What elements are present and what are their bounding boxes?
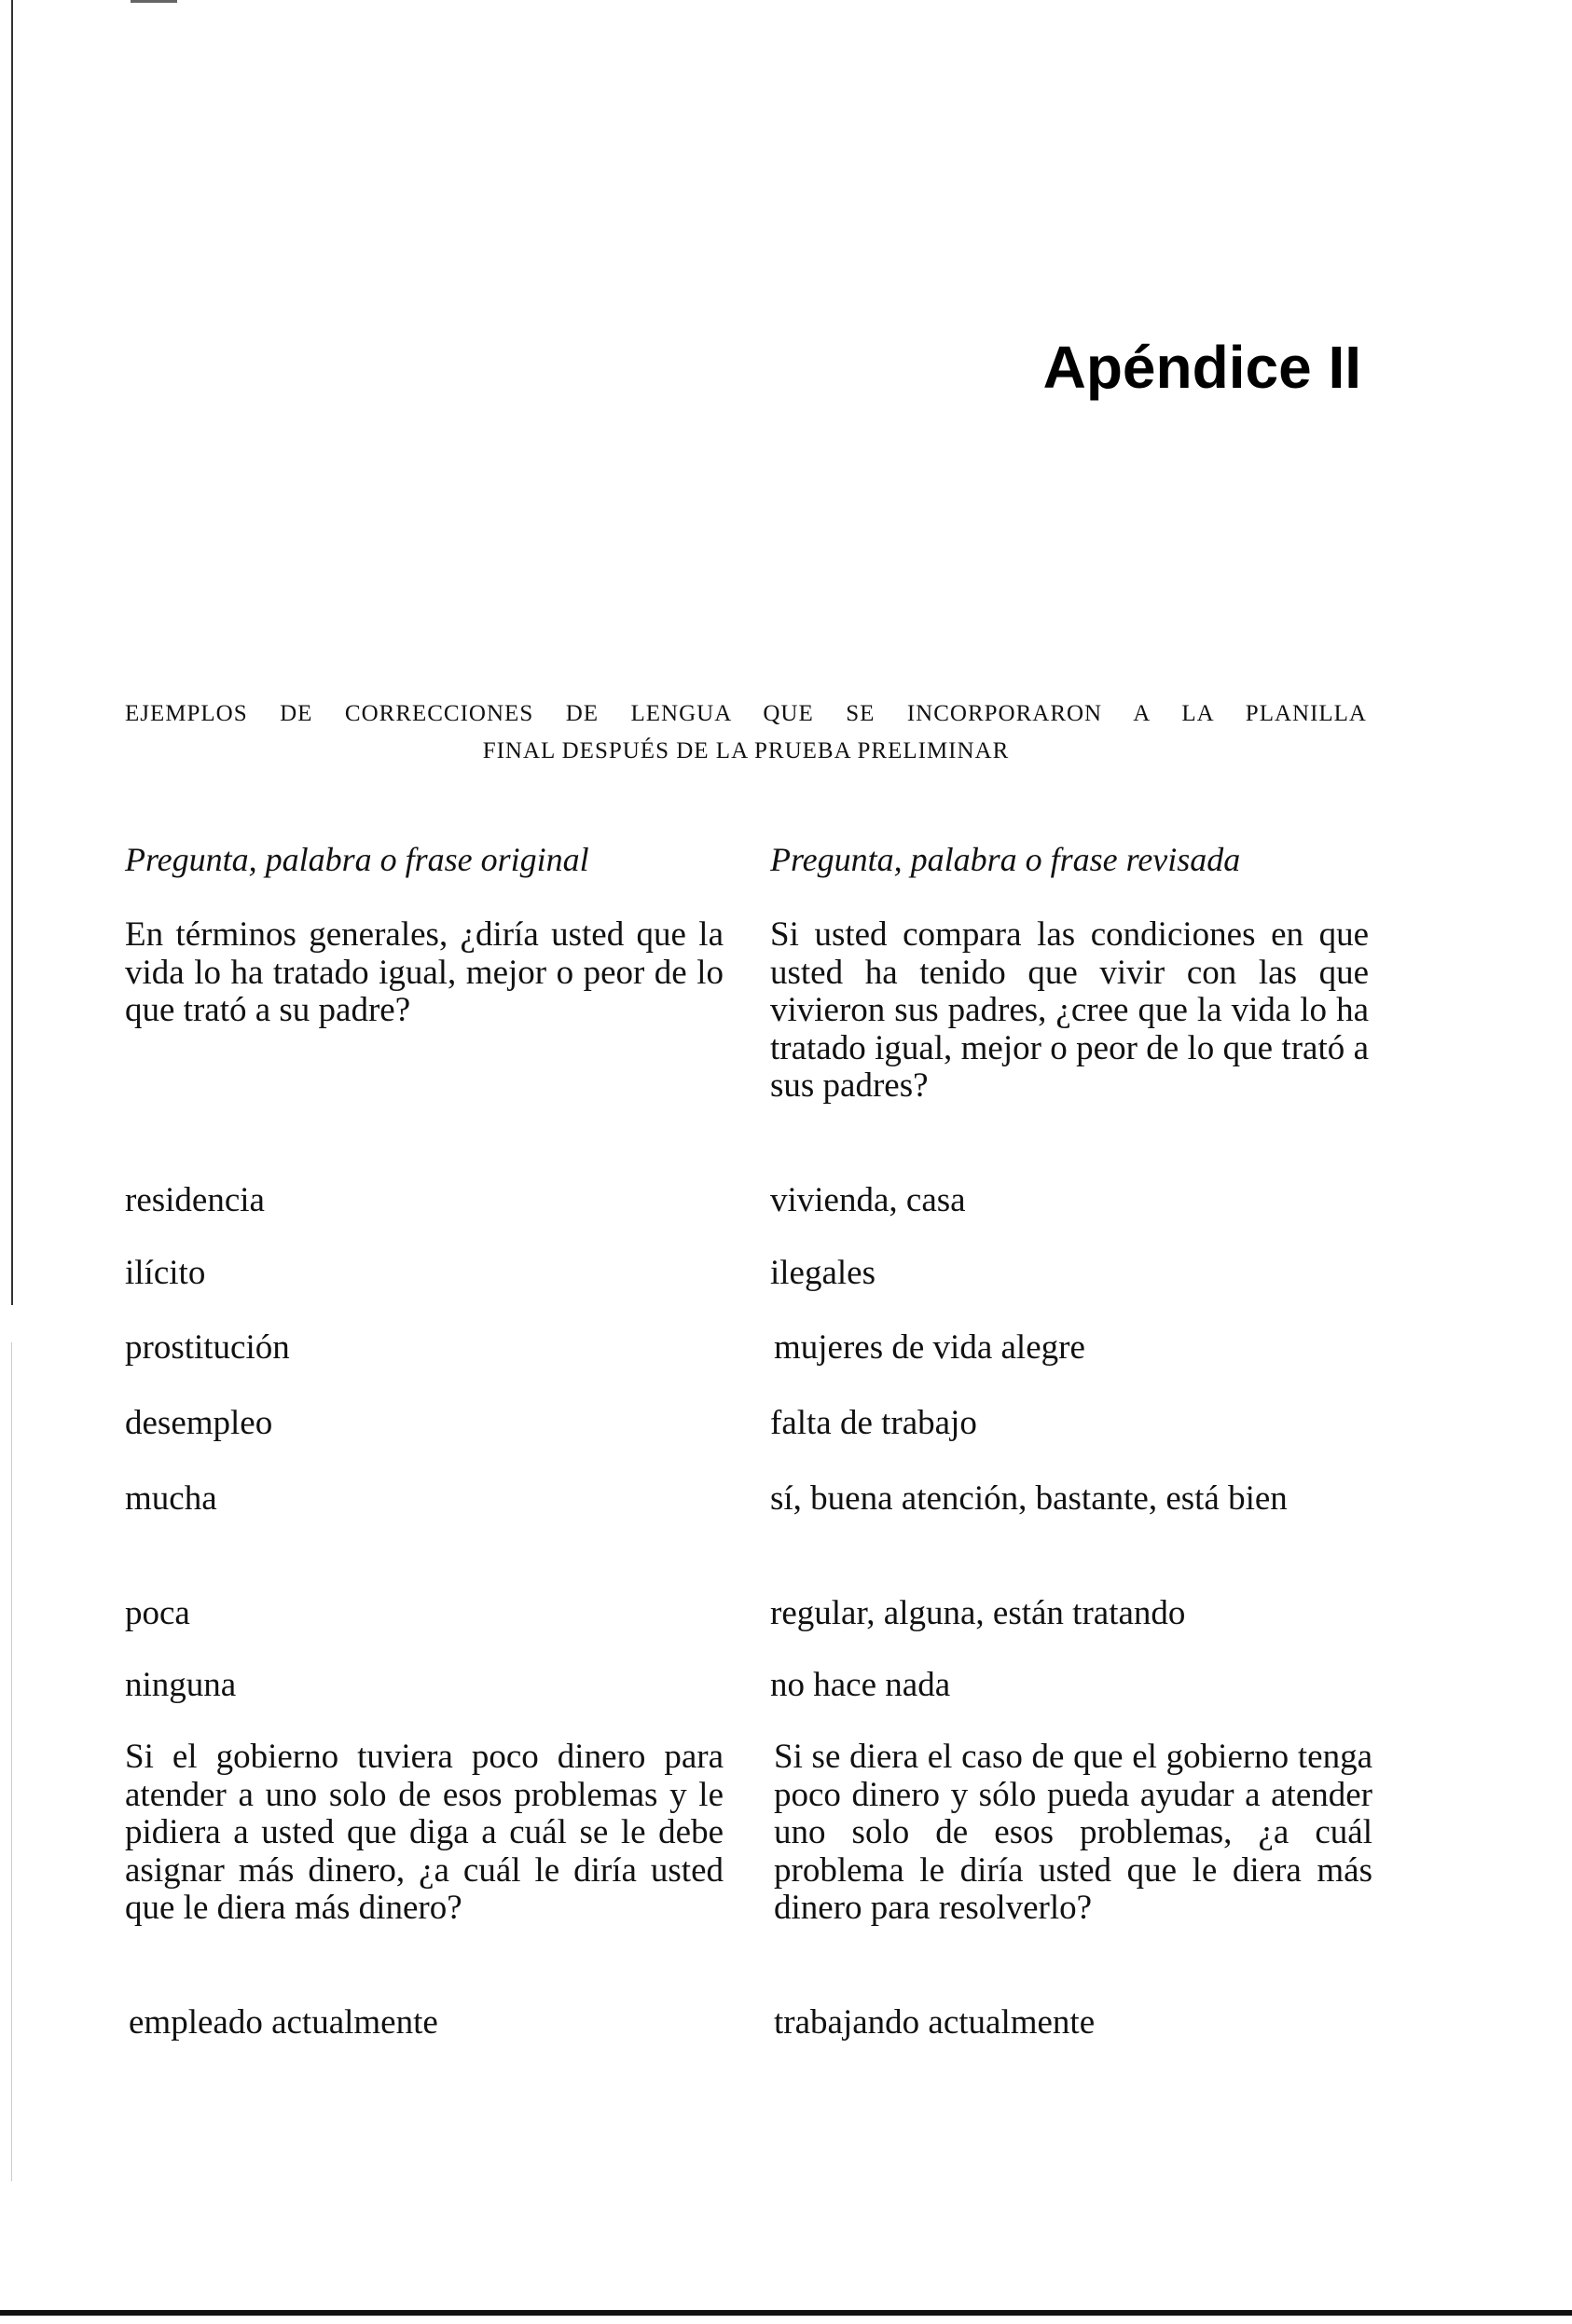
column-header-original: Pregunta, palabra o frase original	[125, 841, 589, 878]
original-phrase: ninguna	[125, 1666, 237, 1704]
original-phrase: prostitución	[125, 1328, 290, 1367]
revised-phrase: Si se diera el caso de que el gobierno tenga poco dinero y sólo pueda ayudar a atender uno solo de esos problemas, ¿a cuál problema le diría usted que le diera más dinero para resolverlo?	[774, 1738, 1372, 1927]
caption-line-2: FINAL DESPUÉS DE LA PRUEBA PRELIMINAR	[482, 738, 1010, 763]
original-phrase: residencia	[125, 1181, 265, 1219]
caption-line-1: EJEMPLOS DE CORRECCIONES DE LENGUA QUE SE INCORPORARON A LA PLANILLA	[125, 701, 1367, 726]
scan-edge-line	[11, 0, 13, 1305]
original-phrase: En términos generales, ¿diría usted que la vida lo ha tratado igual, mejor o peor de lo que trató a su padre?	[125, 915, 724, 1029]
revised-phrase: ilegales	[770, 1254, 876, 1292]
original-phrase: poca	[125, 1594, 190, 1632]
original-phrase: Si el gobierno tuviera poco dinero para atender a uno solo de esos problemas y le pidiera a usted que diga a cuál se le debe asignar más dinero, ¿a cuál le diría usted que le diera más dinero?	[125, 1738, 724, 1927]
revised-phrase: trabajando actualmente	[774, 2003, 1096, 2042]
revised-phrase: Si usted compara las condiciones en que usted ha tenido que vivir con las que vivieron sus padres, ¿cree que la vida lo ha tratado igual, mejor o peor de lo que trató a sus padres?	[770, 915, 1369, 1105]
revised-phrase: no hace nada	[770, 1666, 951, 1704]
original-phrase: mucha	[125, 1479, 217, 1518]
page-title: Apéndice II	[1042, 334, 1361, 401]
revised-phrase: falta de trabajo	[770, 1404, 977, 1442]
original-phrase: desempleo	[125, 1404, 273, 1442]
revised-phrase: regular, alguna, están tratando	[770, 1594, 1186, 1632]
revised-phrase: mujeres de vida alegre	[774, 1328, 1085, 1367]
revised-phrase: vivienda, casa	[770, 1181, 966, 1219]
original-phrase: empleado actualmente	[129, 2003, 438, 2042]
table-caption	[125, 695, 1367, 770]
column-header-revised: Pregunta, palabra o frase revisada	[770, 841, 1241, 878]
revised-phrase: sí, buena atención, bastante, está bien	[770, 1479, 1288, 1518]
page-bottom-rule	[0, 2310, 1572, 2316]
scan-mark	[131, 0, 177, 3]
original-phrase: ilícito	[125, 1254, 206, 1292]
scan-edge-line-faint	[11, 1342, 12, 2181]
